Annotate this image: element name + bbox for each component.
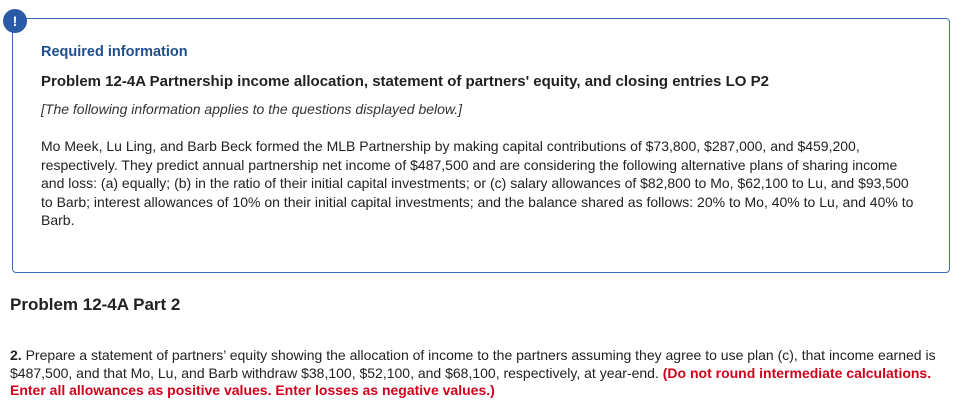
applies-note: [The following information applies to the questions displayed below.] (41, 101, 463, 117)
alert-icon: ! (3, 9, 27, 33)
question-number: 2. (10, 347, 22, 363)
problem-heading: Problem 12-4A Partnership income allocation, statement of partners' equity, and closing entries LO P2 (41, 73, 769, 90)
part-title: Problem 12-4A Part 2 (10, 295, 181, 314)
question-prompt (10, 347, 940, 400)
question-text: Prepare a statement of partners’ equity showing the allocation of income to the partners assuming they agree to use plan (c), that income earned is $487,500, and that Mo, Lu, and Barb withdraw $38,100, $52,100, and $68,100, respectively, at year-end. (10, 347, 936, 381)
required-information-label: Required information (41, 44, 188, 60)
question-warning: (Do not round intermediate calculations. Enter all allowances as positive values. Enter losses as negative values.) (10, 364, 932, 398)
problem-description: Mo Meek, Lu Ling, and Barb Beck formed the MLB Partnership by making capital contributions of $73,800, $287,000, and $459,200, respectively. They predict annual partnership net income of $487,500 and are considering the following alternative plans of sharing income and loss: (a) equally; (b) in the ratio of their initial capital investments; or (c) salary allowances of $82,800 to Mo, $62,100 to Lu, and $93,500 to Barb; interest allowances of 10% on their initial capital investments; and the balance shared as follows: 20% to Mo, 40% to Lu, and 40% to Barb. (41, 138, 914, 228)
